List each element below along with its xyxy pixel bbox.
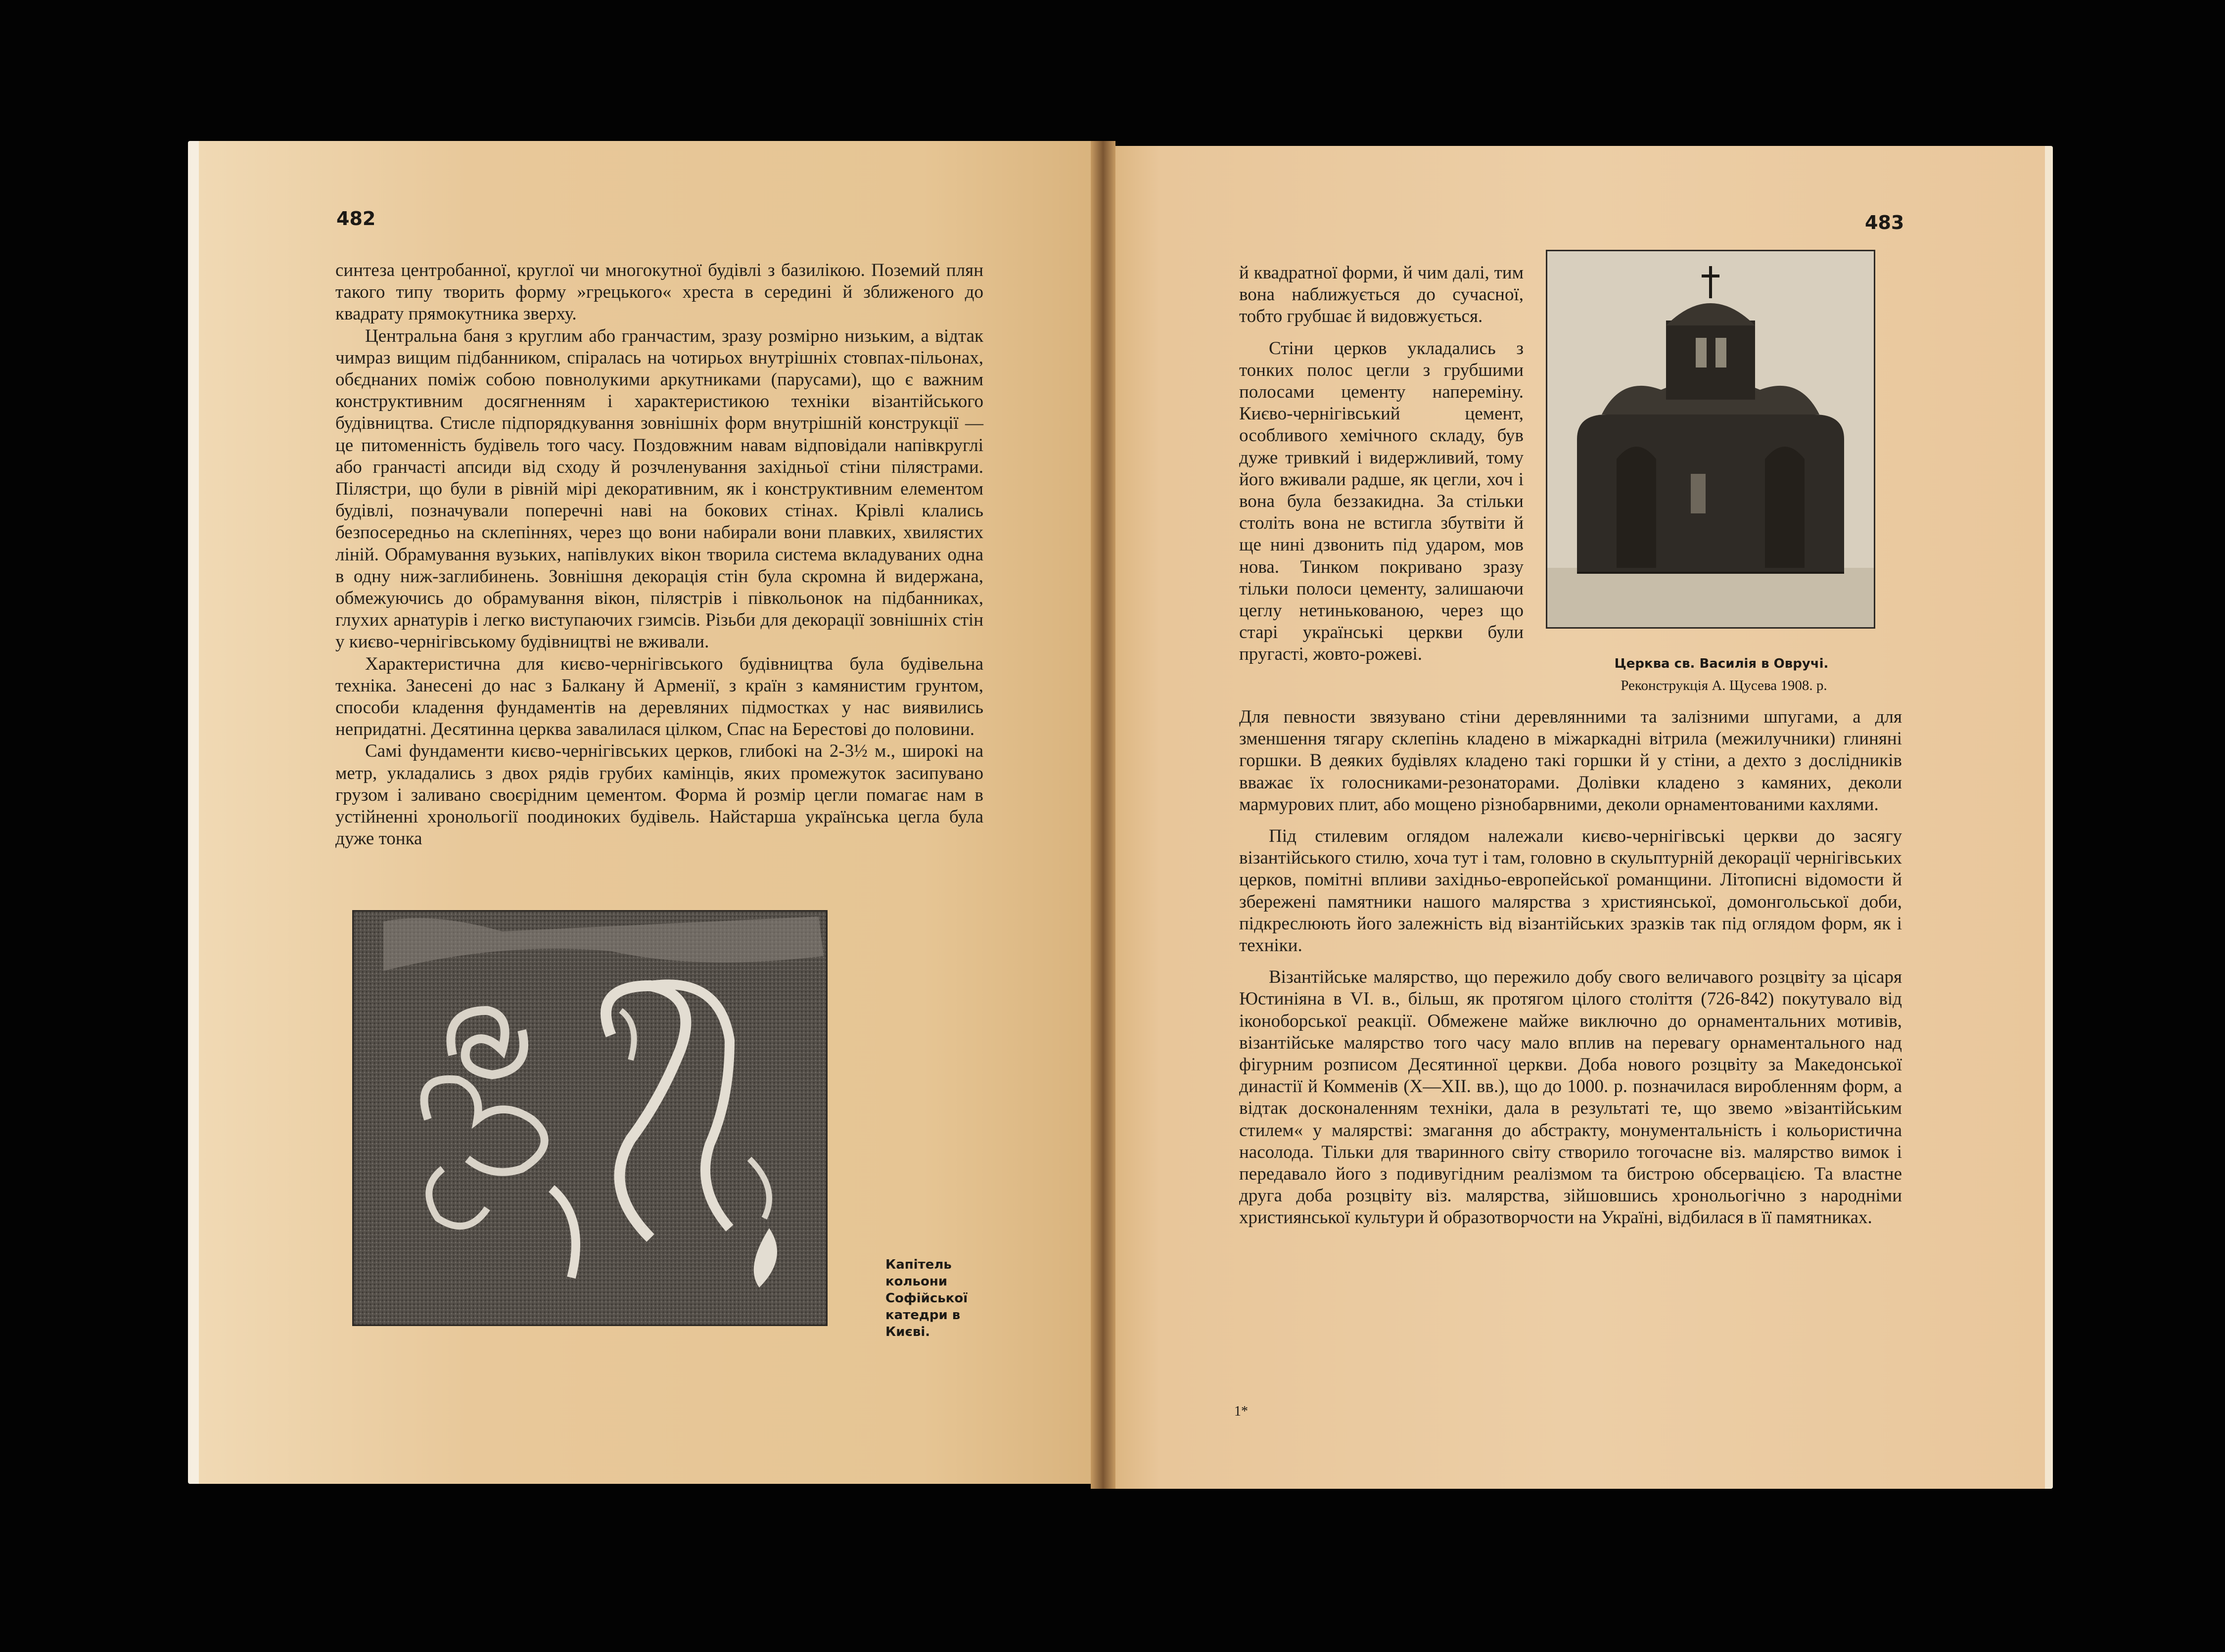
right-column-paragraph-1: й квадратної форми, й чим далі, тим вона наближується до сучасної, тобто грубшає й видовжується. [1239,263,1524,327]
church-reconstruction-image [1546,250,1875,629]
right-paragraph-1: Для певности звязувано стіни деревлянними та залізними шпугами, а для зменшення тягару склепінь кладено в міжаркадні вітрила (межилучники) глиняні горшки. В деяких будівлях кладено такі горшки й у стіни, а дехто з дослідників вважає їх голосниками-резонаторами. Долівки кладено з камяних, деколи мармурових плит, або мощено різнобарвними, деколи орнаментованими кахлями. [1239,707,1902,815]
left-paragraph-3: Характеристична для києво-чернігівського будівництва була будівельна техніка. Занесені до нас з Балкану й Арменії, з країн з камянистим грунтом, способи кладення фундаментів на деревляних підмостках у нас виявились непридатні. Десятинна церква завалилася цілком, Спас на Берестові до половини. [335,653,983,740]
right-paragraph-2: Під стилевим оглядом належали києво-чернігівські церкви до засягу візантійського стилю, хоча тут і там, головно в скульптурній декорації чернігівських церков, помітні впливи західньо-европейської романщини. Літописні відомости й збережені памятники нашого малярства з християнської, домонгольської доби, підкреслюють його залежність від візантійських зразків так під оглядом форм, як і техніки. [1239,826,1902,956]
page-number-left: 482 [336,208,376,229]
church-caption-title: Церква св. Василія в Овручі. [1614,656,1829,671]
right-paragraph-3: Візантійське малярство, що пережило добу свого величавого розцвіту за цісаря Юстиніяна в VI. в., більш, як протягом цілого століття (726-842) покутувало від іконоборської реакції. Обмежене майже виключно до орнаментальних мотивів, візантійське малярство того часу мало вплив на перевагу орнаментального над фігурним розписом Десятинної церкви. Доба нового розцвіту за Македонської династії й Комменів (X—XII. вв.), що до 1000. р. позначилася виробленням форм, а відтак досконаленням техніки, дала в результаті те, що звемо »візантійським стилем« у малярстві: змагання до абстракту, монументальність і кольористична насолода. Тільки для тваринного світу створило тогочасне віз. малярство вимок і передавало його з подивугідним реалізмом та бистрою обсервацією. Та властне друга доба розцвіту віз. малярства, зійшовшись хронольогічно з народніми християнської культури й образотворчости на Україні, відбилася в її памятниках. [1239,967,1902,1228]
page-number-right: 483 [1865,212,1904,233]
right-column-text [1239,262,1524,666]
left-paragraph-2: Центральна баня з круглим або гранчастим, зразу розмірно низьким, а відтак чимраз вищим підбанником, спіралась на чотирьох внутрішніх стовпах-пільонах, обєднаних поміж собою повнолукими аркутниками (парусами), що є важним конструктивним досягненням і характеристикою техніки візантійського будівництва. Стисле підпорядкування зовнішніх форм внутрішній конструкції — це питоменність будівель того часу. Поздовжним навам відповідали напівкруглі або гранчасті апсиди від сходу й розчленування західньої стіни пілястрами. Пілястри, що були в рівній мірі декоративним, як і конструктивним елементом будівлі, позначували поперечні наві на бокових стінах. Крівлі клались безпосередньо на склепіннях, через що вони набирали вони плавких, хвилястих ліній. Обрамування вузьких, напівлуких вікон творила система вкладуваних одна в одну ниж-заглибинень. Зовнішня декорація стін була скромна й видержана, обмежуючись до обрамування вікон, пілястрів і півкольонок на підбанниках, глухих арнатурів і легко виступаючих гзимсів. Різьби для декорації зовнішніх стін у києво-чернігівському будівництві не вживали. [335,325,983,652]
church-caption-subtitle: Реконструкція А. Щусева 1908. р. [1621,678,1827,693]
left-paragraph-1: синтеза центробанної, круглої чи многокутної будівлі з базилікою. Поземий плян такого типу творить форму »грецького« хреста в середині й зближеного до квадрату прямокутника зверху. [335,260,983,324]
left-figure-caption: Капітель кольони Софійської катедри в Києві. [885,1257,968,1339]
left-body-text [335,260,983,850]
church-drawing [1547,251,1874,627]
signature-mark: 1* [1234,1404,1248,1419]
capital-relief-drawing [354,912,826,1325]
right-body-text [1239,706,1902,1229]
capital-relief-image [352,910,828,1326]
left-paragraph-4: Самі фундаменти києво-чернігівських церков, глибокі на 2-3½ м., широкі на метр, укладались з двох рядів грубих камінців, яких промежуток засипувано грузом і заливано своєрідним цементом. Форма й розмір цегли помагає нам в устійненні хронольогії поодиноких будівель. Найстарша українська цегла була дуже тонка [335,741,983,849]
book-gutter [1091,141,1115,1489]
right-column-paragraph-2: Стіни церков укладались з тонких полос цегли з грубшими полосами цементу напереміну. Києво-чернігівський цемент, особливого хемічного складу, був дуже тривкий і видержливий, тому його вживали радше, як цегли, хоч і вона була беззакидна. За стільки століть вона не встигла збутвіти й ще нині дзвонить під ударом, мов нова. Тинком покривано зразу тільки полоси цементу, залишаючи цеглу нетинькованою, через що старі українські церкви були пругасті, жовто-рожеві. [1239,338,1524,665]
